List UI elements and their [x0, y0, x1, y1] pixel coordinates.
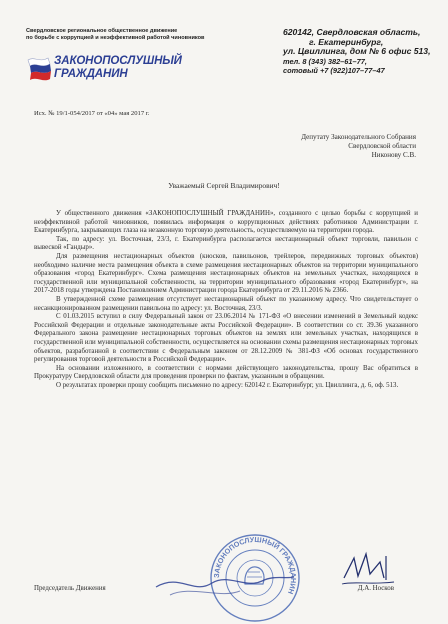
- signatory-name: Д.А. Носков: [357, 585, 394, 592]
- body-paragraph: О результатах проверки прошу сообщить письменно по адресу: 620142 г. Екатеринбург, ул. Цвиллинга, д. 6, оф. 513.: [56, 381, 399, 389]
- org-name-line: ЗАКОНОПОСЛУШНЫЙ: [54, 55, 182, 67]
- address-line: г. Екатеринбург,: [309, 36, 384, 47]
- tagline-line: по борьбе с коррупцией и неэффективной работой чиновников: [26, 35, 205, 41]
- tagline-line: Свердловское региональное общественное движение: [26, 28, 178, 34]
- addressee-line: Депутату Законодательного Собрания: [301, 133, 416, 141]
- phone-line: тел. 8 (343) 382–61–77,: [283, 56, 367, 66]
- address-line: 620142, Свердловская область,: [283, 27, 421, 37]
- body-paragraph: На основании изложенного, в соответствии с нормами действующего законодательства, прошу Вас обратиться в Прокуратуру Свердловской области для проведения проверки по фактам, указанным в обращении.: [34, 364, 418, 381]
- greeting: Уважаемый Сергей Владимирович!: [168, 181, 280, 190]
- outgoing-reference: Исх. № 19/1-054/2017 от «04» мая 2017 г.: [34, 110, 150, 117]
- org-name-line: ГРАЖДАНИН: [54, 67, 128, 80]
- addressee-line: Свердловской области: [348, 142, 416, 150]
- body-paragraph: Так, по адресу: ул. Восточная, 23/3, г. Екатеринбурга располагается нестационарный объект торговли, павильон с вывеской «Гандыр».: [34, 235, 418, 252]
- letter-body: [34, 210, 418, 390]
- addressee-line: Никонову С.В.: [371, 151, 416, 159]
- body-paragraph: В утвержденной схеме размещения отсутствует нестационарный объект по указанному адресу. Что свидетельствует о несанкционированном размещении павильона по адресу: ул. Восточная, 23/3.: [34, 295, 418, 312]
- signatory-role: Председатель Движения: [34, 585, 106, 592]
- handwritten-signature: [340, 548, 400, 590]
- org-name: [54, 55, 182, 80]
- body-paragraph: С 01.03.2015 вступил в силу Федеральный закон от 23.06.2014 № 171-ФЗ «О внесении изменений в Земельный кодекс Российской Федерации и отдельные законодательные акты Российской Федерации». В соответствии со ст. 39.36 указанного Федерального закона размещение нестационарных торговых объектов на землях или земельных участках, находящихся в государственной или муниципальной собственности, осуществляется на основании схемы размещения нестационарных торговых объектов, разработанной в соответствии с Федеральным законом от 28.12.2009 № 381-ФЗ «Об основах государственного регулирования торговой деятельности в Российской Федерации».: [34, 313, 418, 364]
- addressee-block: [216, 133, 416, 160]
- address-line: ул. Цвиллинга, дом № 6 офис 513,: [283, 46, 431, 56]
- org-contact-block: [283, 28, 430, 75]
- flag-logo-icon: [26, 55, 52, 83]
- body-paragraph: У общественного движения «ЗАКОНОПОСЛУШНЫЙ ГРАЖДАНИН», созданного с целью борьбы с коррупцией и неэффективной работой чиновников, появилась информация о коррупционных действиях работников Администрации г. Екатеринбурга, закрывающих глаза на незаконную торговую деятельность, осуществляемую на территории города.: [34, 210, 418, 235]
- org-tagline: [26, 28, 276, 42]
- body-paragraph: Для размещения нестационарных объектов (киосков, павильонов, трейлеров, передвижных торговых объектов) необходимо наличие места размещения объекта в схеме размещения нестационарных объектов на территории муниципального образования «город Екатеринбург». Схема размещения нестационарных объектов на земельных участках, находящихся в государственной или муниципальной собственности, на территории муниципального образования «город Екатеринбург», на 2017-2018 годы утверждена Постановлением Администрации города Екатеринбурга от 29.11.2016 № 2366.: [34, 252, 418, 295]
- stamp-ring-text: ЗАКОНОПОСЛУШНЫЙ ГРАЖДАНИН: [211, 534, 299, 596]
- mobile-line: сотовый +7 (922)107–77–47: [283, 65, 385, 75]
- signature-flourish: [150, 565, 300, 605]
